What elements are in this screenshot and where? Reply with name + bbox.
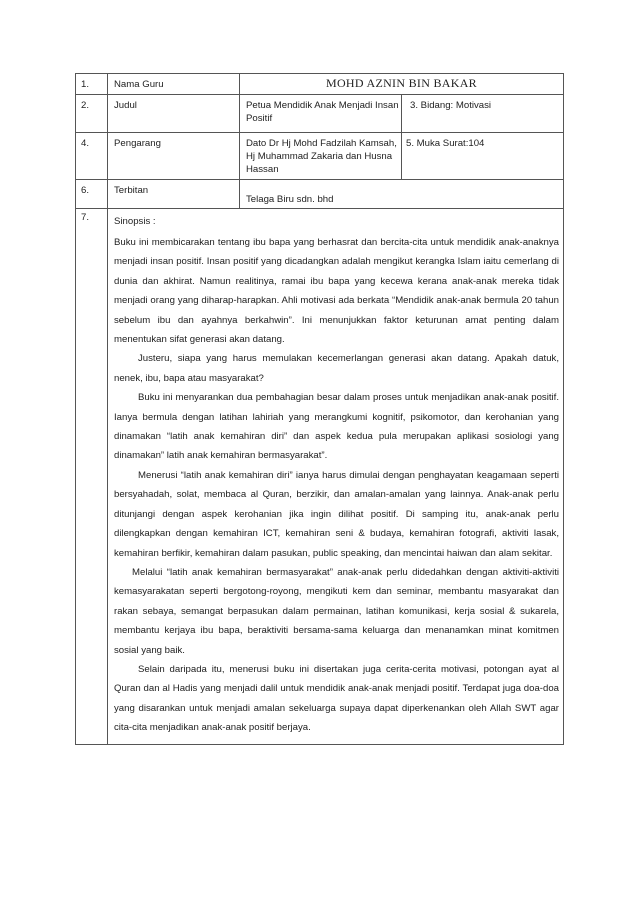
row-synopsis	[76, 209, 564, 745]
publisher-name: Telaga Biru sdn. bhd	[240, 180, 564, 209]
field-label: Terbitan	[108, 180, 240, 209]
synopsis-paragraph: Melalui “latih anak kemahiran bermasyarakat” anak-anak perlu didedahkan dengan aktiviti-aktiviti kemasyarakatan seperti bergotong-royong, mengikuti kem dan seminar, membantu masyarakat dan rakan sebaya, semangat berpasukan dalam permainan, latihan komunikasi, kerja sosial & sukarela, membantu kerjaya ibu bapa, beraktiviti bersama-sama keluarga dan menanamkan minat komitmen sosial yang baik.	[114, 566, 559, 656]
row-number: 6.	[76, 180, 108, 209]
row-number: 7.	[76, 209, 108, 745]
page-count-field: 5. Muka Surat:104	[402, 133, 564, 180]
book-title: Petua Mendidik Anak Menjadi Insan Positif	[240, 95, 402, 133]
synopsis-paragraph: Buku ini membicarakan tentang ibu bapa yang berhasrat dan bercita-cita untuk mendidik anak-anaknya menjadi insan positif. Insan positif yang dicadangkan adalah mengikut kerangka Islam iaitu cemerlang di dunia dan akhirat. Namun realitinya, ramai ibu bapa yang kecewa kerana anak-anak mereka tidak menjadi orang yang diharap-harapkan. Ahli motivasi ada berkata “Mendidik anak-anak bermula 20 tahun sebelum ibu dan ayahnya berkahwin”. Ini menunjukkan faktor keturunan amat penting dalam menentukan sifat generasi akan datang.	[114, 237, 559, 346]
review-table	[75, 73, 564, 745]
book-review-form	[75, 73, 564, 745]
row-publisher	[76, 180, 564, 209]
row-number: 2.	[76, 95, 108, 133]
synopsis-cell	[108, 209, 564, 745]
author-names: Dato Dr Hj Mohd Fadzilah Kamsah, Hj Muhammad Zakaria dan Husna Hassan	[240, 133, 402, 180]
field-label: Judul	[108, 95, 240, 133]
teacher-name: MOHD AZNIN BIN BAKAR	[240, 74, 564, 95]
row-number: 4.	[76, 133, 108, 180]
field-label: Pengarang	[108, 133, 240, 180]
synopsis-body	[114, 233, 559, 738]
synopsis-heading: Sinopsis :	[114, 216, 156, 227]
row-title	[76, 95, 564, 133]
row-author	[76, 133, 564, 180]
synopsis-paragraph: Justeru, siapa yang harus memulakan kecemerlangan generasi akan datang. Apakah datuk, nenek, ibu, bapa atau masyarakat?	[114, 353, 559, 384]
category-field: 3. Bidang: Motivasi	[402, 95, 564, 133]
row-teacher	[76, 74, 564, 95]
row-number: 1.	[76, 74, 108, 95]
synopsis-paragraph: Buku ini menyarankan dua pembahagian besar dalam proses untuk menjadikan anak-anak positif. Ianya bermula dengan latihan lahiriah yang merangkumi kognitif, psikomotor, dan kerohanian yang dinamakan “latih anak kemahiran diri” dan aspek kedua pula merupakan aplikasi sosiologi yang dinamakan” latih anak kemahiran bermasyarakat”.	[114, 392, 559, 462]
synopsis-paragraph: Selain daripada itu, menerusi buku ini disertakan juga cerita-cerita motivasi, potongan ayat al Quran dan al Hadis yang menjadi dalil untuk mendidik anak-anak menjadi positif. Terdapat juga doa-doa yang disarankan untuk menjadi amalan sekeluarga supaya dapat diperkenankan oleh Allah SWT agar cita-cita menjadikan anak-anak positif berjaya.	[114, 663, 559, 734]
field-label: Nama Guru	[108, 74, 240, 95]
synopsis-paragraph: Menerusi “latih anak kemahiran diri” ianya harus dimulai dengan penghayatan keagamaan seperti bersyahadah, solat, membaca al Quran, berzikir, dan amalan-amalan yang lainnya. Anak-anak perlu ditunjangi dengan aspek kerohanian jika ingin dilihat positif. Di samping itu, anak-anak perlu dilengkapkan dengan kemahiran ICT, kemahiran seni & budaya, kemahiran fotografi, aktiviti lasak, kemahiran berfikir, kemahiran dalam pasukan, public speaking, dan mencintai haiwan dan alam sekitar.	[114, 469, 559, 559]
